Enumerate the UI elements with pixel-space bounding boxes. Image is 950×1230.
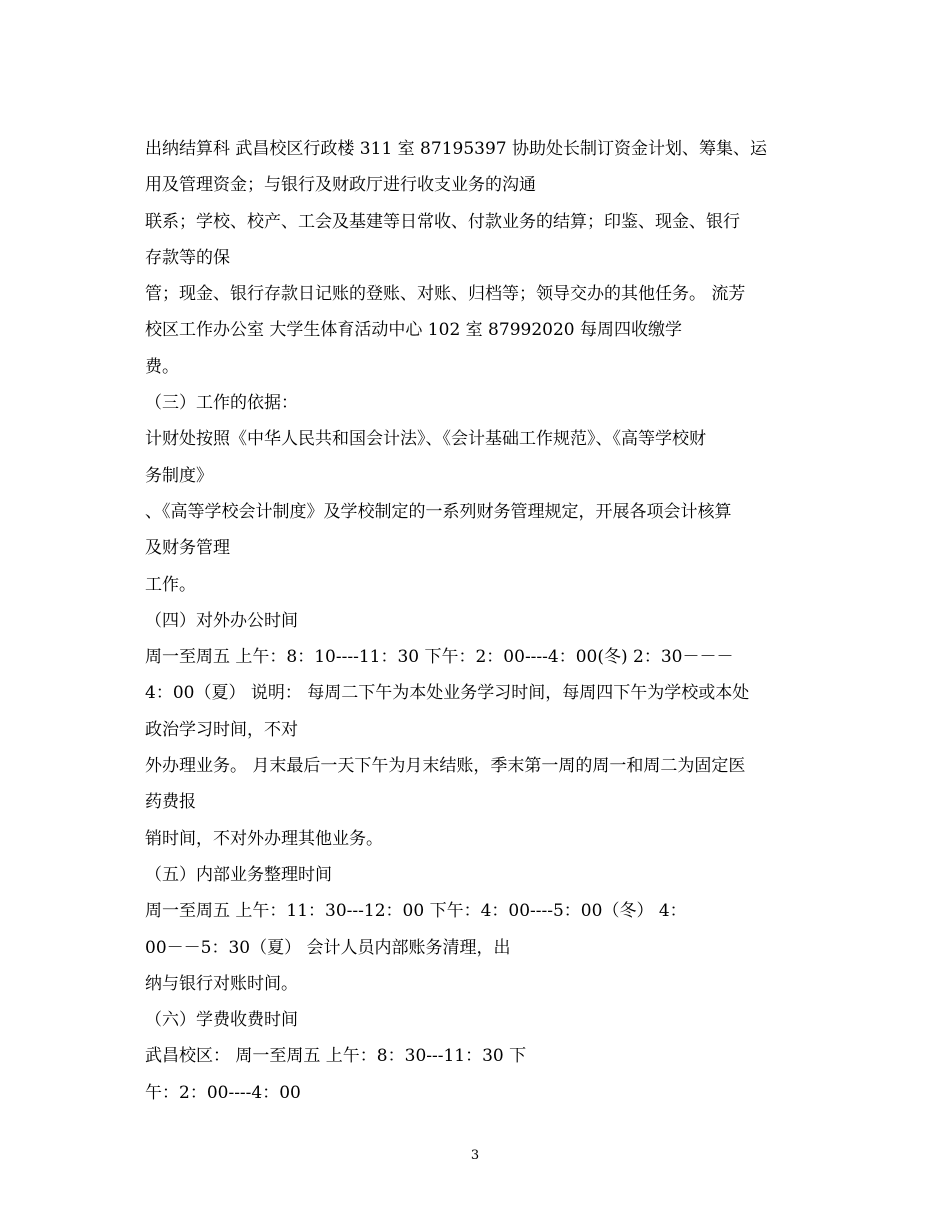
text-line: 00－－5：30（夏） 会计人员内部账务清理，出 (145, 937, 511, 958)
text-line: 政治学习时间，不对 (145, 719, 298, 740)
text-line: 药费报 (145, 792, 196, 813)
section-heading: （六）学费收费时间 (145, 1010, 298, 1031)
text-line: 联系；学校、校产、工会及基建等日常收、付款业务的结算；印鉴、现金、银行 (145, 211, 740, 232)
text-line: 纳与银行对账时间。 (145, 973, 298, 994)
text-line: 周一至周五 上午：8：10----11：30 下午：2：00----4：00(冬) 2：30－－－ (145, 647, 734, 668)
text-line: 及财务管理 (145, 538, 230, 559)
text-line: 用及管理资金；与银行及财政厅进行收支业务的沟通 (145, 175, 536, 196)
text-line: 武昌校区： 周一至周五 上午：8：30---11：30 下 (145, 1046, 527, 1067)
text-line: 、《高等学校会计制度》及学校制定的一系列财务管理规定，开展各项会计核算 (145, 501, 732, 522)
text-line: 销时间，不对外办理其他业务。 (145, 828, 383, 849)
document-body (145, 131, 815, 1111)
text-line: 计财处按照《中华人民共和国会计法》、《会计基础工作规范》、《高等学校财 (145, 429, 706, 450)
section-heading: （五）内部业务整理时间 (145, 864, 332, 885)
page-number: 3 (470, 1148, 480, 1163)
section-heading: （三）工作的依据： (145, 393, 298, 414)
text-line: 外办理业务。 月末最后一天下午为月末结账，季末第一周的周一和周二为固定医 (145, 756, 746, 777)
text-line: 工作。 (145, 574, 196, 595)
text-line: 务制度》 (145, 465, 213, 486)
text-line: 4：00（夏） 说明： 每周二下午为本处业务学习时间，每周四下午为学校或本处 (145, 683, 750, 704)
text-line: 存款等的保 (145, 247, 230, 268)
text-line: 出纳结算科 武昌校区行政楼 311 室 87195397 协助处长制订资金计划、筹集、运 (145, 139, 767, 159)
text-line: 周一至周五 上午：11：30---12：00 下午：4：00----5：00（冬） 4： (145, 901, 687, 922)
section-heading: （四）对外办公时间 (145, 610, 298, 631)
text-line: 费。 (145, 356, 179, 377)
text-line: 管；现金、银行存款日记账的登账、对账、归档等；领导交办的其他任务。 流芳 (145, 284, 746, 305)
text-line: 午：2：00----4：00 (145, 1082, 301, 1103)
text-line: 校区工作办公室 大学生体育活动中心 102 室 87992020 每周四收缴学 (145, 320, 682, 341)
